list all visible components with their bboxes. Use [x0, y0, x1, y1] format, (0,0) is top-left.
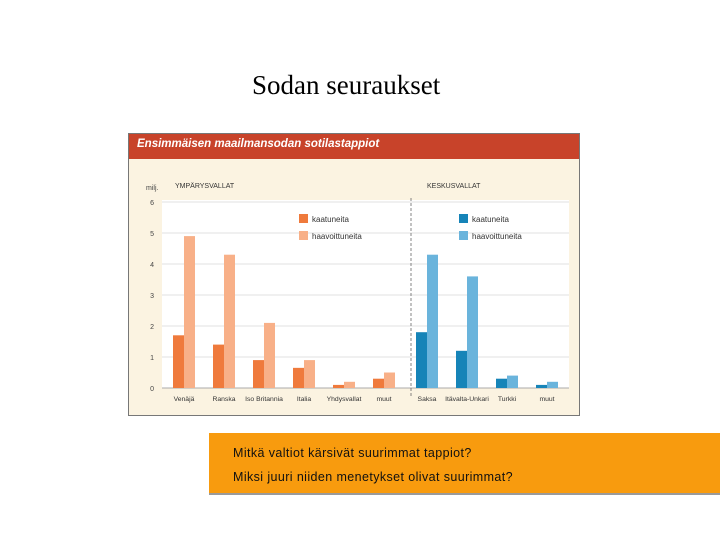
x-tick-label: Venäjä	[173, 396, 195, 403]
bar	[224, 255, 235, 388]
bar	[173, 335, 184, 388]
legend-swatch	[459, 214, 468, 223]
bar	[373, 379, 384, 388]
bar	[456, 351, 467, 388]
bar	[507, 376, 518, 388]
question-1: Mitkä valtiot kärsivät suurimmat tappiot?	[233, 446, 472, 460]
slide-title: Sodan seuraukset	[252, 70, 441, 100]
legend-label: haavoittuneita	[312, 232, 362, 241]
x-tick-label: Italia	[296, 396, 312, 403]
chart-figure	[128, 133, 580, 416]
bar	[496, 379, 507, 388]
y-tick-label: 1	[150, 355, 154, 362]
x-tick-label: Ranska	[212, 396, 236, 403]
x-tick-label: Saksa	[417, 396, 437, 403]
bar	[416, 332, 427, 388]
legend-label: haavoittuneita	[472, 232, 522, 241]
bar	[333, 385, 344, 388]
chart-title: Ensimmäisen maailmansodan sotilastappiot	[137, 138, 380, 150]
x-tick-label: Itävalta-Unkari	[445, 396, 489, 403]
bar	[547, 382, 558, 388]
x-tick-label: muut	[376, 396, 392, 403]
y-tick-label: 0	[150, 386, 154, 393]
x-tick-label: Iso Britannia	[245, 396, 283, 403]
x-tick-label: muut	[539, 396, 555, 403]
y-axis-unit-label: milj.	[146, 185, 159, 192]
bar	[213, 345, 224, 388]
question-box	[209, 433, 720, 495]
y-tick-label: 4	[150, 262, 154, 269]
bar	[384, 373, 395, 389]
bar	[304, 360, 315, 388]
y-tick-label: 2	[150, 324, 154, 331]
bar	[253, 360, 264, 388]
legend-swatch	[459, 231, 468, 240]
bar	[184, 236, 195, 388]
bar	[427, 255, 438, 388]
x-tick-label: Turkki	[497, 396, 517, 403]
legend-swatch	[299, 231, 308, 240]
legend-label: kaatuneita	[472, 215, 509, 224]
bar	[536, 385, 547, 388]
group-label: YMPÄRYSVALLAT	[175, 183, 235, 190]
legend-swatch	[299, 214, 308, 223]
y-tick-label: 6	[150, 200, 154, 207]
group-label: KESKUSVALLAT	[427, 183, 481, 190]
bar-chart	[129, 134, 580, 416]
bar	[264, 323, 275, 388]
legend-label: kaatuneita	[312, 215, 349, 224]
question-2: Miksi juuri niiden menetykset olivat suurimmat?	[233, 470, 514, 484]
bar	[344, 382, 355, 388]
bar	[467, 276, 478, 388]
y-tick-label: 3	[150, 293, 154, 300]
x-tick-label: Yhdysvallat	[326, 396, 362, 403]
bar	[293, 368, 304, 388]
y-tick-label: 5	[150, 231, 154, 238]
